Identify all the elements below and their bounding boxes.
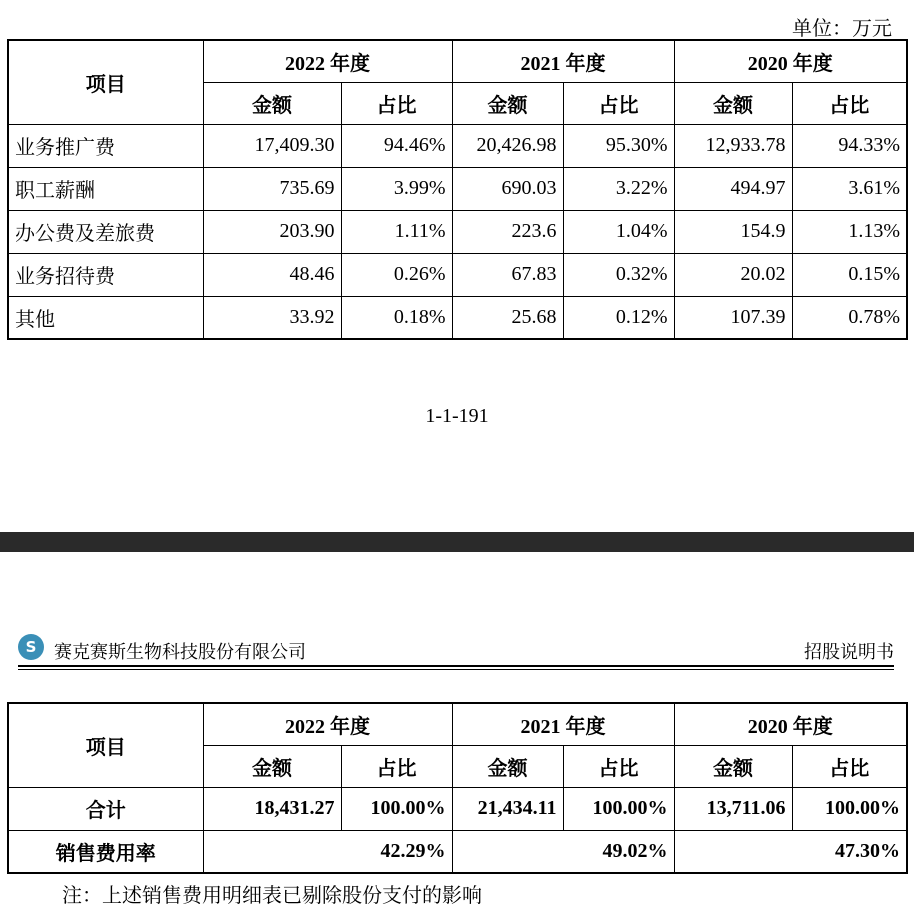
year-2022-header: 2022 年度 (203, 703, 452, 745)
ratio-cell: 100.00% (563, 787, 674, 830)
ratio-cell: 0.15% (792, 253, 907, 296)
ratio-cell: 0.18% (341, 296, 452, 339)
row-label: 职工薪酬 (8, 167, 203, 210)
row-label: 其他 (8, 296, 203, 339)
ratio-cell: 0.26% (341, 253, 452, 296)
ratio-header: 占比 (792, 82, 907, 124)
amount-cell: 67.83 (452, 253, 563, 296)
document-type: 招股说明书 (804, 642, 894, 662)
table-row (8, 253, 907, 296)
ratio-cell: 3.99% (341, 167, 452, 210)
year-2021-header: 2021 年度 (452, 703, 674, 745)
amount-cell: 20.02 (674, 253, 792, 296)
company-logo-icon: S (18, 634, 44, 660)
amount-header: 金额 (203, 745, 341, 787)
header-rule (18, 665, 894, 667)
amount-cell: 48.46 (203, 253, 341, 296)
year-2020-header: 2020 年度 (674, 703, 907, 745)
ratio-cell: 3.61% (792, 167, 907, 210)
rate-cell: 47.30% (674, 830, 907, 873)
amount-cell: 13,711.06 (674, 787, 792, 830)
amount-cell: 107.39 (674, 296, 792, 339)
amount-cell: 735.69 (203, 167, 341, 210)
amount-header: 金额 (203, 82, 341, 124)
amount-cell: 25.68 (452, 296, 563, 339)
table-row (8, 210, 907, 253)
ratio-cell: 1.13% (792, 210, 907, 253)
page-separator (0, 532, 914, 552)
amount-cell: 20,426.98 (452, 124, 563, 167)
table-row (8, 296, 907, 339)
table-row (8, 124, 907, 167)
year-2020-header: 2020 年度 (674, 40, 907, 82)
amount-cell: 17,409.30 (203, 124, 341, 167)
item-header: 项目 (8, 703, 203, 787)
rate-cell: 49.02% (452, 830, 674, 873)
ratio-cell: 3.22% (563, 167, 674, 210)
amount-cell: 18,431.27 (203, 787, 341, 830)
ratio-cell: 1.04% (563, 210, 674, 253)
row-label: 合计 (8, 787, 203, 830)
ratio-cell: 0.78% (792, 296, 907, 339)
amount-header: 金额 (674, 745, 792, 787)
ratio-cell: 100.00% (792, 787, 907, 830)
company-name: 赛克赛斯生物科技股份有限公司 (54, 642, 306, 662)
page-header (18, 632, 894, 666)
amount-cell: 690.03 (452, 167, 563, 210)
ratio-cell: 0.12% (563, 296, 674, 339)
table-row (8, 167, 907, 210)
amount-header: 金额 (452, 745, 563, 787)
amount-cell: 203.90 (203, 210, 341, 253)
amount-header: 金额 (452, 82, 563, 124)
row-label: 业务招待费 (8, 253, 203, 296)
row-label: 销售费用率 (8, 830, 203, 873)
amount-cell: 494.97 (674, 167, 792, 210)
rate-cell: 42.29% (203, 830, 452, 873)
amount-cell: 33.92 (203, 296, 341, 339)
ratio-cell: 94.46% (341, 124, 452, 167)
ratio-cell: 100.00% (341, 787, 452, 830)
item-header: 项目 (8, 40, 203, 124)
ratio-cell: 94.33% (792, 124, 907, 167)
rate-row (8, 830, 907, 873)
unit-label: 单位：万元 (792, 18, 892, 40)
ratio-header: 占比 (341, 82, 452, 124)
ratio-header: 占比 (792, 745, 907, 787)
amount-cell: 223.6 (452, 210, 563, 253)
amount-cell: 12,933.78 (674, 124, 792, 167)
ratio-header: 占比 (341, 745, 452, 787)
page-number: 1-1-191 (425, 405, 489, 427)
ratio-cell: 0.32% (563, 253, 674, 296)
sales-expense-table-part2 (7, 702, 908, 874)
row-label: 业务推广费 (8, 124, 203, 167)
year-2021-header: 2021 年度 (452, 40, 674, 82)
year-2022-header: 2022 年度 (203, 40, 452, 82)
header-rule-thin (18, 669, 894, 670)
ratio-cell: 95.30% (563, 124, 674, 167)
amount-cell: 154.9 (674, 210, 792, 253)
sales-expense-table-part1 (7, 39, 908, 340)
ratio-cell: 1.11% (341, 210, 452, 253)
ratio-header: 占比 (563, 745, 674, 787)
amount-header: 金额 (674, 82, 792, 124)
row-label: 办公费及差旅费 (8, 210, 203, 253)
ratio-header: 占比 (563, 82, 674, 124)
amount-cell: 21,434.11 (452, 787, 563, 830)
footnote: 注：上述销售费用明细表已剔除股份支付的影响 (62, 885, 482, 907)
total-row (8, 787, 907, 830)
